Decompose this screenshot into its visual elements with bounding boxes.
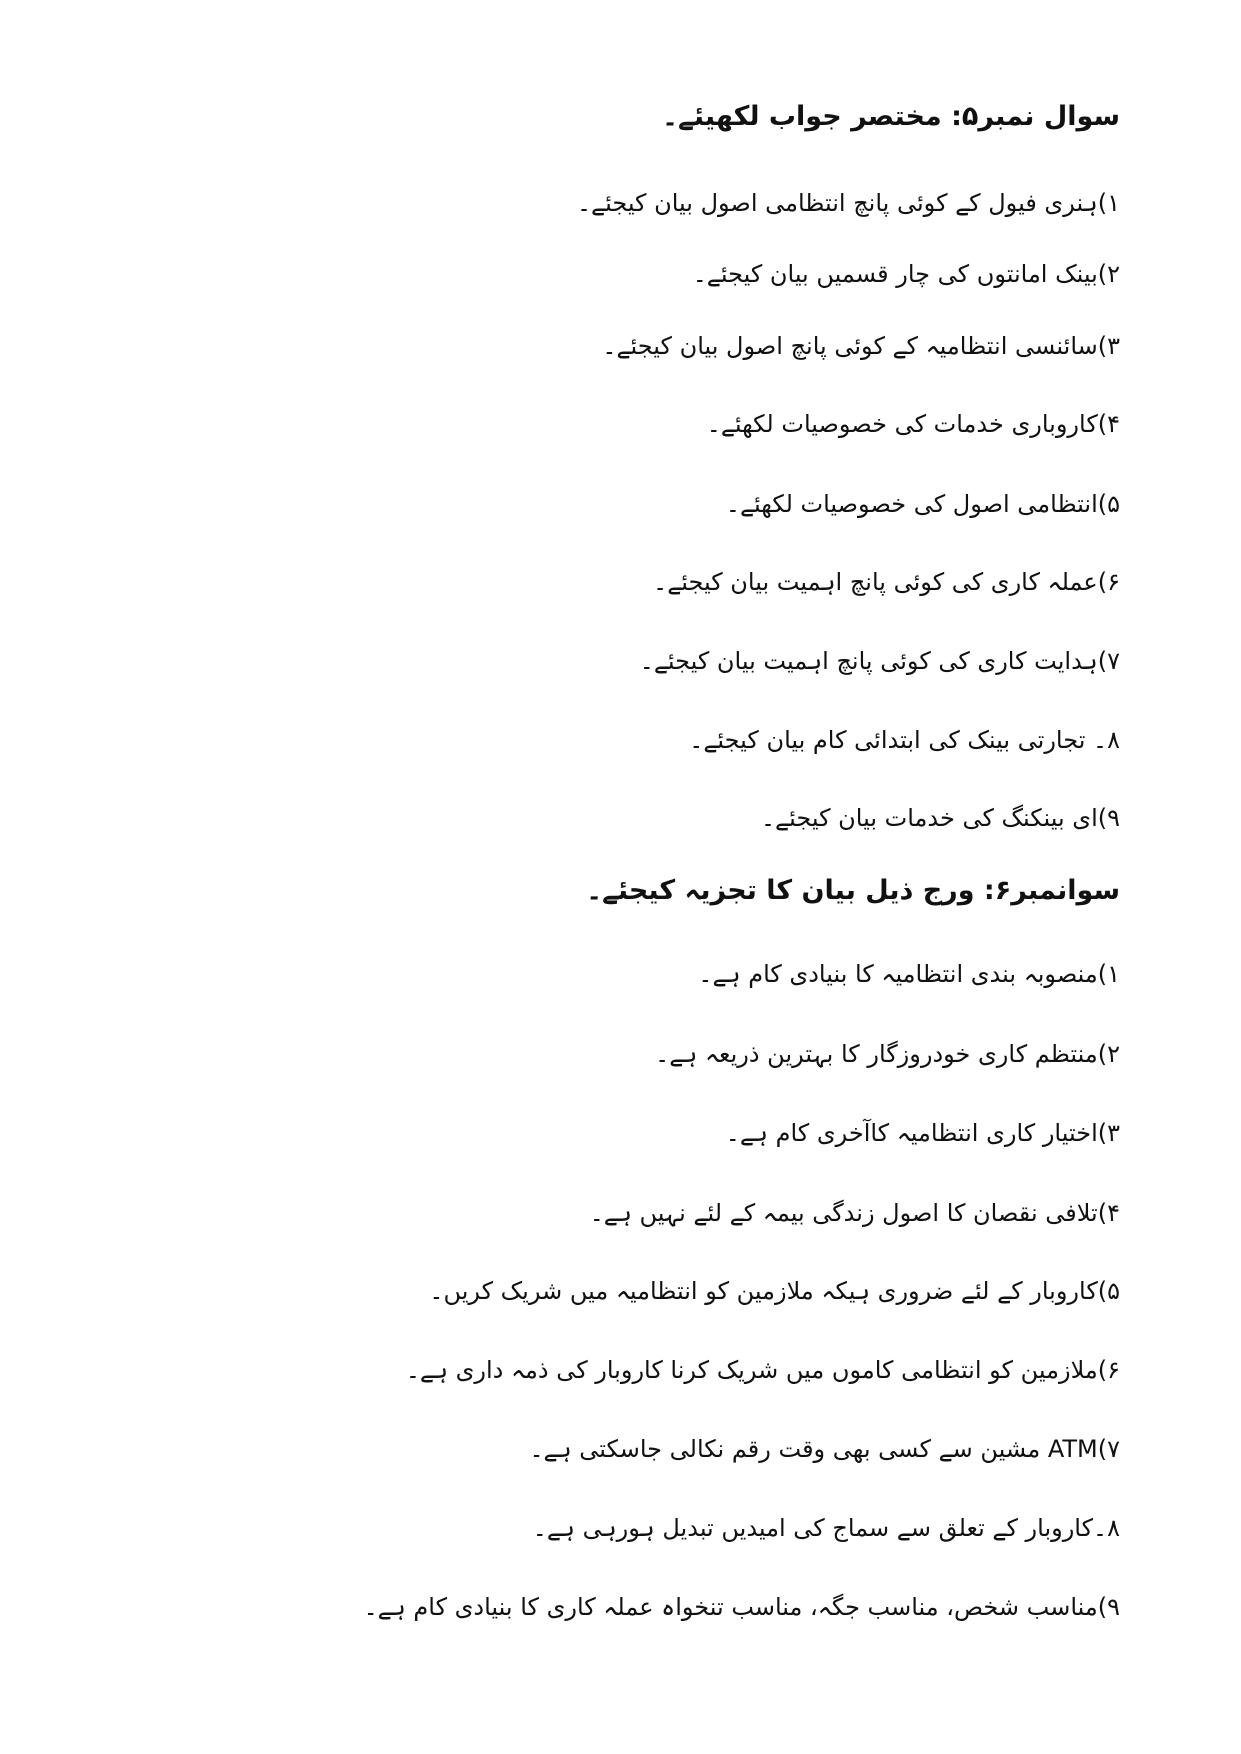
section-6-question-5: ۵)کاروبار کے لئے ضروری ہیکہ ملازمین کو انتظامیہ میں شریک کریں۔ (429, 1277, 1120, 1305)
section-5-question-5: ۵)انتظامی اصول کی خصوصیات لکھئے۔ (725, 490, 1120, 518)
section-5-heading: سوال نمبر۵: مختصر جواب لکھیئے۔ (662, 101, 1120, 132)
section-5-question-9: ۹)ای بینکنگ کی خدمات بیان کیجئے۔ (760, 804, 1120, 832)
section-6-question-1: ۱)منصوبہ بندی انتظامیہ کا بنیادی کام ہے۔ (698, 960, 1120, 988)
section-5-question-3: ۳)سائنسی انتظامیہ کے کوئی پانچ اصول بیان کیجئے۔ (602, 332, 1120, 360)
section-6-question-2: ۲)منتظم کاری خودروزگار کا بہترین ذریعہ ہے۔ (655, 1040, 1120, 1068)
section-5-question-4: ۴)کاروباری خدمات کی خصوصیات لکھئے۔ (706, 410, 1120, 438)
section-6-question-7: ۷)ATM مشین سے کسی بھی وقت رقم نکالی جاسکتی ہے۔ (529, 1435, 1120, 1463)
section-5-question-8: ۸۔ تجارتی بینک کی ابتدائی کام بیان کیجئے۔ (689, 726, 1120, 754)
section-5-question-1: ۱)ہنری فیول کے کوئی پانچ انتظامی اصول بیان کیجئے۔ (576, 189, 1120, 217)
section-6-question-6: ۶)ملازمین کو انتظامی کاموں میں شریک کرنا کاروبار کی ذمہ داری ہے۔ (405, 1356, 1120, 1384)
section-5-question-7: ۷)ہدایت کاری کی کوئی پانچ اہمیت بیان کیجئے۔ (639, 647, 1120, 675)
section-6-question-9: ۹)مناسب شخص، مناسب جگہ، مناسب تنخواہ عملہ کاری کا بنیادی کام ہے۔ (363, 1593, 1120, 1621)
section-6-question-4: ۴)تلافی نقصان کا اصول زندگی بیمہ کے لئے نہیں ہے۔ (589, 1199, 1120, 1227)
section-6-heading: سوانمبر۶: ورج ذیل بیان کا تجزیہ کیجئے۔ (586, 875, 1120, 906)
section-5-question-2: ۲)بینک امانتوں کی چار قسمیں بیان کیجئے۔ (692, 260, 1120, 288)
section-6-question-3: ۳)اختیار کاری انتظامیہ کاآخری کام ہے۔ (725, 1119, 1120, 1147)
section-6-question-8: ۸۔کاروبار کے تعلق سے سماج کی امیدیں تبدیل ہورہی ہے۔ (532, 1514, 1120, 1542)
section-5-question-6: ۶)عملہ کاری کی کوئی پانچ اہمیت بیان کیجئے۔ (653, 568, 1120, 596)
